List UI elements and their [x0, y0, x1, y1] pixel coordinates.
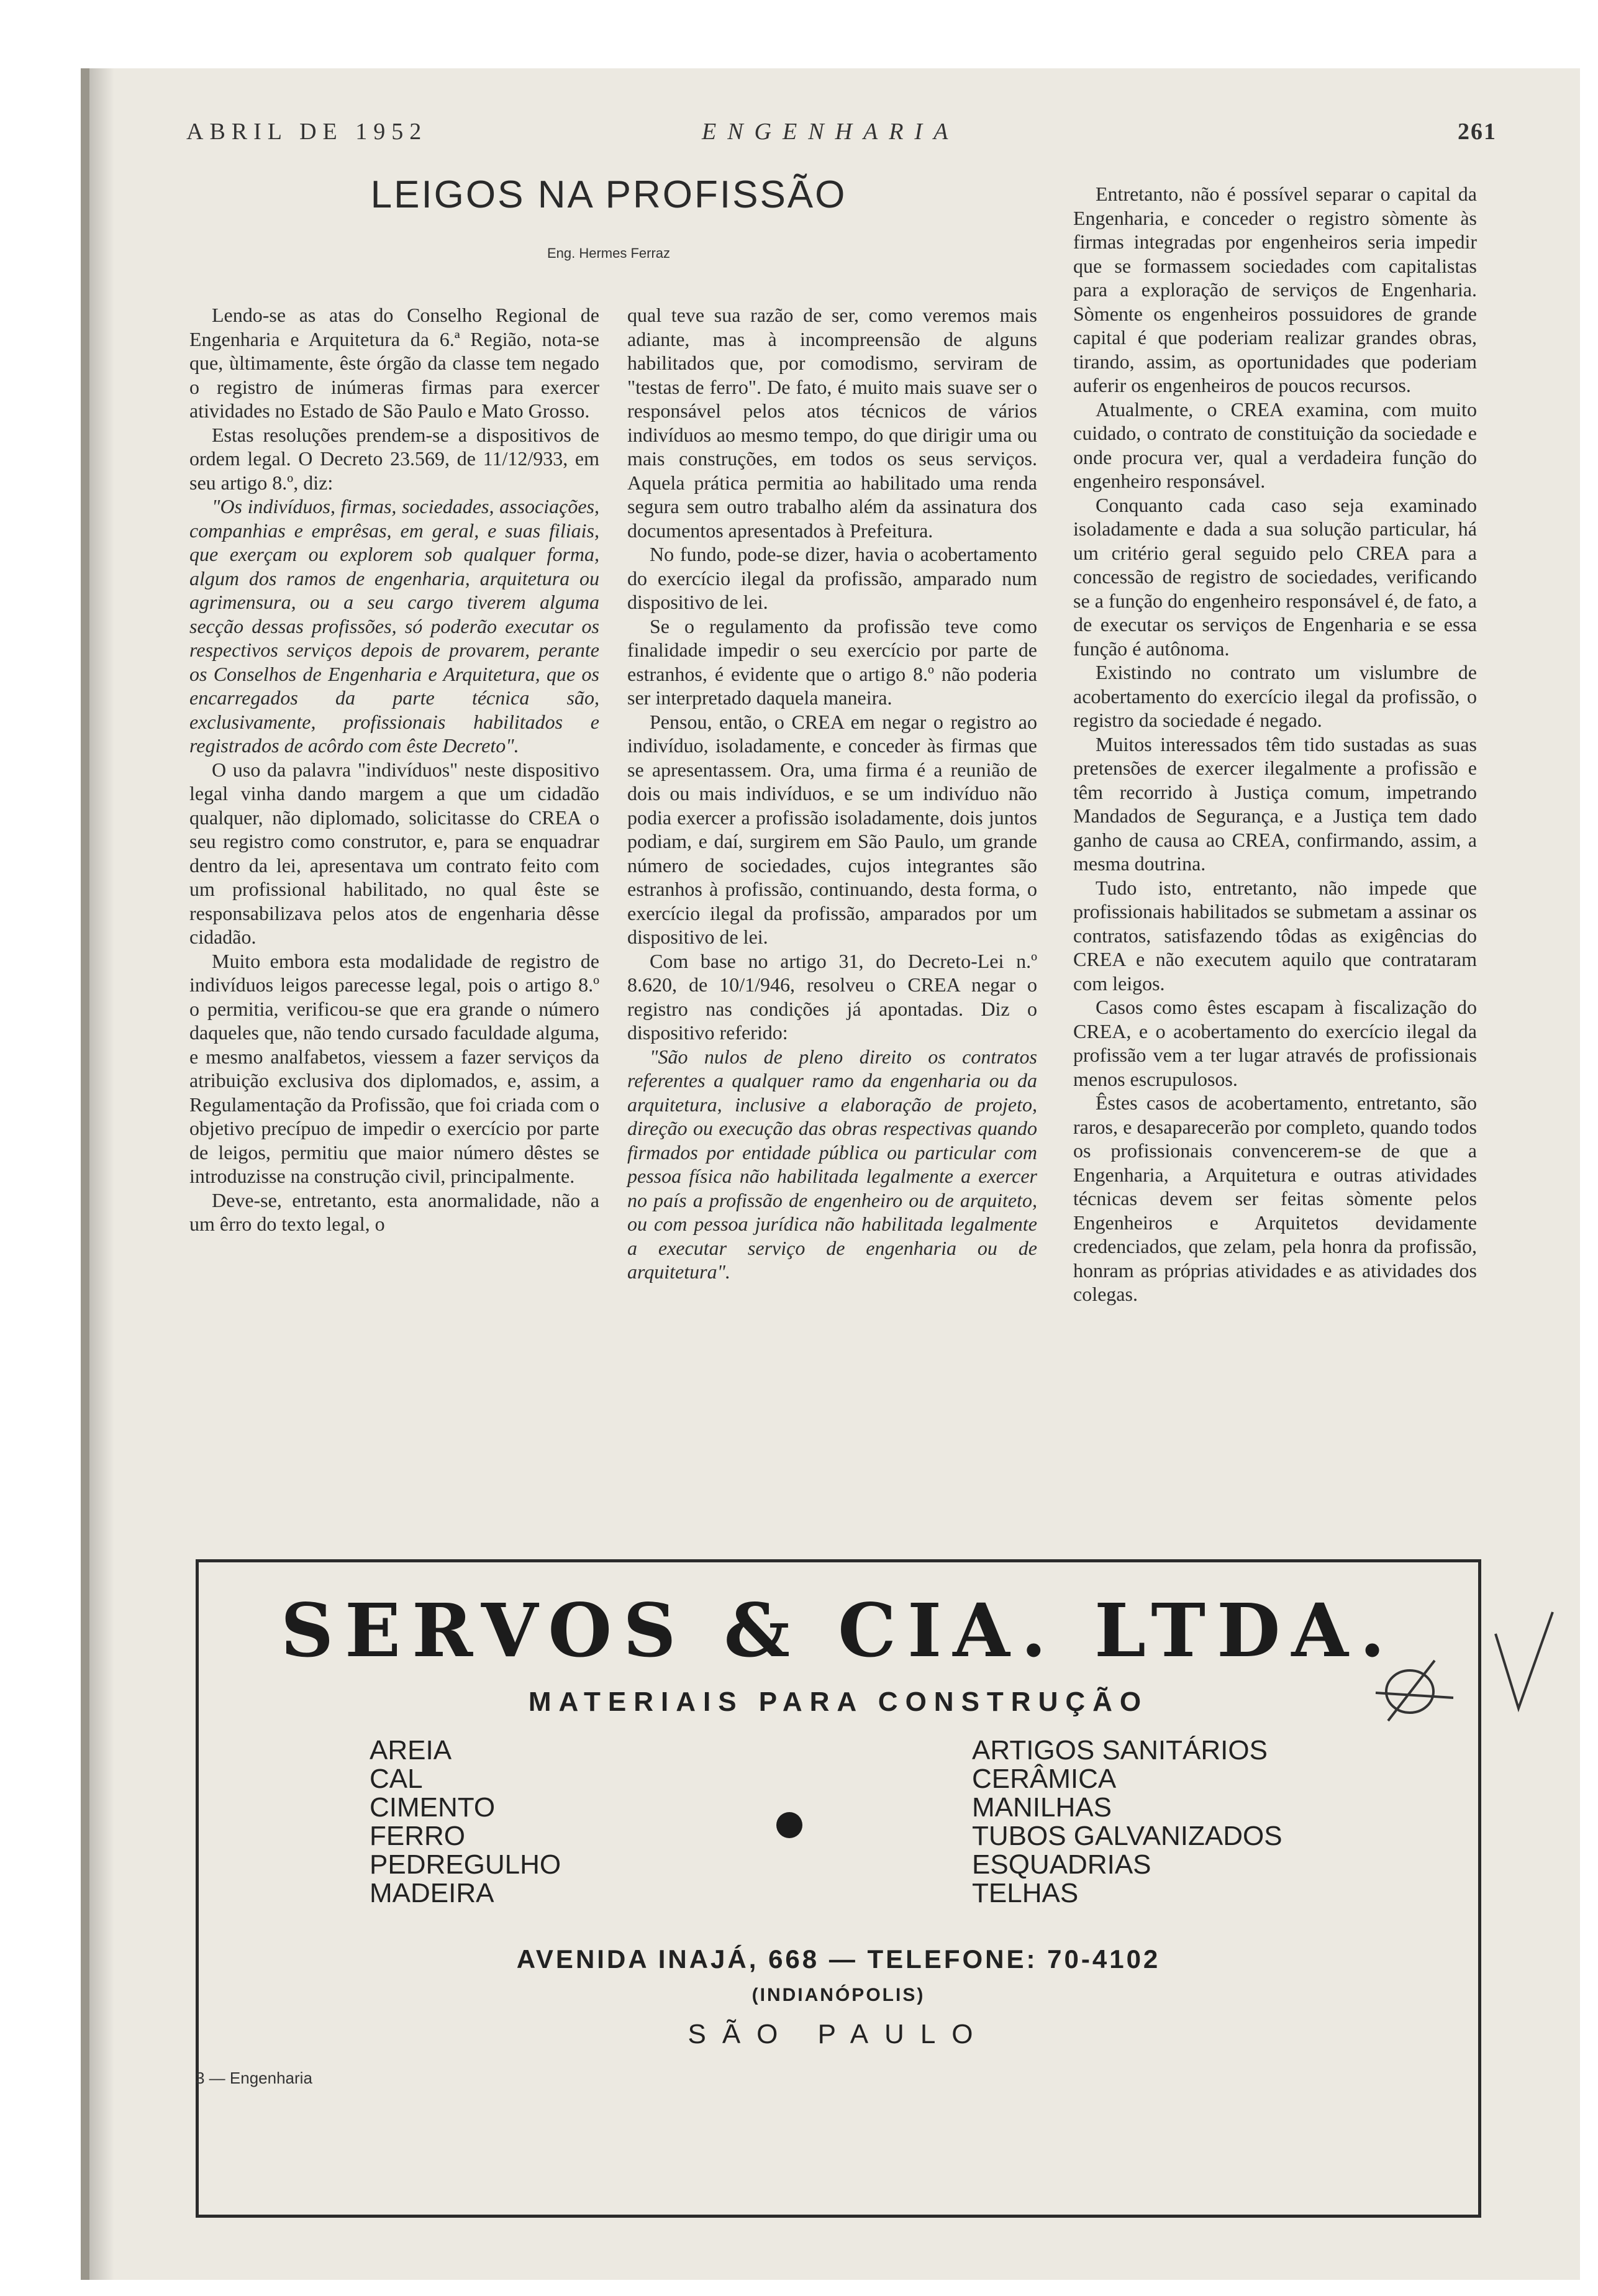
ad-product-item: CERÂMICA — [972, 1764, 1117, 1794]
article-paragraph: qual teve sua razão de ser, como veremos mais adiante, mas à incompreensão de alguns habilitados que, por comodismo, serviram de "testas de ferro". De fato, é muito mais suave ser o responsável pelos atos técnicos de vários indivíduos ao mesmo tempo, do que dirigir uma ou mais construções, em todos os seus serviços. Aquela prática permitia ao habilitado uma renda segura sem outro trabalho além da assinatura dos documentos apresentados à Prefeitura. — [627, 304, 1037, 542]
handwritten-check-mark — [1491, 1609, 1559, 1715]
ad-product-item: CIMENTO — [370, 1792, 496, 1823]
article-paragraph: Estas resoluções prendem-se a dispositivos de ordem legal. O Decreto 23.569, de 11/12/933, em seu artigo 8.º, diz: — [189, 423, 599, 494]
article-paragraph: Se o regulamento da profissão teve como finalidade impedir o seu exercício por parte de estranhos, é evidente que o artigo 8.º não poderia ser interpretado daquela maneira. — [627, 614, 1037, 709]
article-author: Eng. Hermes Ferraz — [547, 245, 671, 261]
article-paragraph: Atualmente, o CREA examina, com muito cuidado, o contrato de constituição da sociedade e onde procura ver, qual a verdadeira função do engenheiro responsável. — [1073, 398, 1477, 492]
article-paragraph: Existindo no contrato um vislumbre de acobertamento do exercício ilegal da profissão, o registro da sociedade é negado. — [1073, 661, 1477, 731]
article-paragraph: Lendo-se as atas do Conselho Regional de Engenharia e Arquitetura da 6.ª Região, nota-se que, ùltimamente, êste órgão da classe tem negado o registro de inúmeras firmas para exercer atividades no Estado de São Paulo e Mato Grosso. — [189, 304, 599, 422]
ad-product-item: ARTIGOS SANITÁRIOS — [972, 1735, 1268, 1765]
ad-product-item: TELHAS — [972, 1878, 1079, 1908]
ad-district: (INDIANÓPOLIS) — [751, 1985, 925, 2005]
running-header — [186, 118, 1497, 155]
article-paragraph: Tudo isto, entretanto, não impede que profissionais habilitados se submetam a assinar os contratos, satisfazendo tôdas as exigências do CREA e não executem aquilo que contrataram com leigos. — [1073, 876, 1477, 995]
ad-product-item: MANILHAS — [972, 1792, 1112, 1823]
ad-address: AVENIDA INAJÁ, 668 — TELEFONE: 70-4102 — [516, 1944, 1161, 1974]
ad-products-left — [370, 1736, 561, 1908]
ad-product-item: AREIA — [370, 1735, 452, 1765]
ad-bullet-dot — [776, 1812, 802, 1838]
article-paragraph: Muito embora esta modalidade de registro de indivíduos leigos parecesse legal, pois o artigo 8.º o permitia, verificou-se que era grande o número daqueles que, não tendo cursado faculdade alguma, e mesmo analfabetos, viessem a fazer serviços da atribuição exclusiva dos diplomados, e, assim, a Regulamentação da Profissão, que foi criada com o objetivo precípuo de impedir o exercício por parte de leigos, permitiu que maior número dêstes se introduzisse na construção civil, principalmente. — [189, 949, 599, 1187]
advertisement-box — [196, 1559, 1481, 2218]
article-paragraph: "Os indivíduos, firmas, sociedades, associações, companhias e emprêsas, em geral, e suas filiais, que exerçam ou explorem sob qualquer forma, algum dos ramos de engenharia, arquitetura ou agrimensura, ou a seu cargo tiverem alguma secção dessas profissões, só poderão executar os respectivos serviços depois de provarem, perante os Conselhos de Engenharia e Arquitetura, que os encarregados da parte técnica são, exclusivamente, profissionais habilitados e registrados de acôrdo com êste Decreto". — [189, 495, 599, 757]
ad-product-item: ESQUADRIAS — [972, 1849, 1151, 1880]
article-column-3 — [1073, 182, 1477, 1306]
article-paragraph: Entretanto, não é possível separar o capital da Engenharia, e conceder o registro sòmente às firmas integradas por engenheiros seria impedir que se formassem sociedades com capitalistas para a exploração de serviços de Engenharia. Sòmente os engenheiros possuidores de grande capital é que poderiam realizar grandes obras, tirando, assim, as oportunidades que poderiam auferir os engenheiros de poucos recursos. — [1073, 183, 1477, 396]
article-paragraph: Deve-se, entretanto, esta anormalidade, não a um êrro do texto legal, o — [189, 1188, 599, 1235]
article-paragraph: Com base no artigo 31, do Decreto-Lei n.º 8.620, de 10/1/946, resolveu o CREA negar o registro nas condições já apontadas. Diz o dispositivo referido: — [627, 949, 1037, 1044]
article-title: LEIGOS NA PROFISSÃO — [370, 173, 847, 216]
page-spine-shadow — [89, 68, 114, 2280]
ad-company-name: SERVOS & CIA. LTDA. — [280, 1587, 1397, 1674]
article-paragraph: Pensou, então, o CREA em negar o registro ao indivíduo, isoladamente, e conceder às firmas que se apresentassem. Ora, uma firma é a reunião de dois ou mais indivíduos, e se um indivíduo não podia exercer a profissão isoladamente, dois juntos podiam, e daí, surgirem em São Paulo, um grande número de sociedades, cujos integrantes são estranhos à profissão, continuando, desta forma, o exercício ilegal da profissão, amparados por um dispositivo de lei. — [627, 710, 1037, 948]
magazine-name: ENGENHARIA — [702, 119, 960, 145]
ad-product-item: PEDREGULHO — [370, 1849, 561, 1880]
ad-product-item: TUBOS GALVANIZADOS — [972, 1821, 1282, 1851]
handwritten-circle-slash-mark — [1366, 1656, 1460, 1724]
article-paragraph: Êstes casos de acobertamento, entretanto, são raros, e desaparecerão por completo, quando todos os profissionais convencerem-se de que a Engenharia, a Arquitetura e outras atividades técnicas devem ser feitas sòmente pelos Engenheiros e Arquitetos devidamente credenciados, que zelam, pela honra da profissão, honram as próprias atividades e as atividades dos colegas. — [1073, 1091, 1477, 1305]
issue-date: ABRIL DE 1952 — [186, 119, 428, 145]
page-footer: 3 — Engenharia — [196, 2069, 312, 2087]
article-paragraph: Muitos interessados têm tido sustadas as suas pretensões de exercer ilegalmente a profissão e têm recorrido à Justiça comum, impetrando Mandados de Segurança, e a Justiça tem dado ganho de causa ao CREA, confirmando, assim, a mesma doutrina. — [1073, 732, 1477, 875]
article-paragraph: Conquanto cada caso seja examinado isoladamente e dada a sua solução particular, há um critério geral seguido pelo CREA para a concessão de registro de sociedades, verificando se a função do engenheiro responsável é, de fato, a de executar os serviços de Engenharia e se essa função é autônoma. — [1073, 493, 1477, 660]
article-paragraph: O uso da palavra "indivíduos" neste dispositivo legal vinha dando margem a que um cidadão qualquer, não diplomado, solicitasse do CREA o seu registro como construtor, e, para se enquadrar dentro da lei, apresentava um contrato feito com um profissional habilitado, no qual êste se responsabilizava pelos atos de engenharia dêsse cidadão. — [189, 758, 599, 948]
article-column-2 — [627, 303, 1037, 1284]
ad-subtitle: MATERIAIS PARA CONSTRUÇÃO — [528, 1687, 1149, 1717]
ad-product-item: FERRO — [370, 1821, 465, 1851]
page-number: 261 — [1458, 119, 1497, 145]
article-paragraph: "São nulos de pleno direito os contratos referentes a qualquer ramo da engenharia ou da arquitetura, inclusive a elaboração de projeto, direção ou execução das obras respectivas quando firmados por entidade pública ou particular com pessoa física não habilitada legalmente a exercer no país a profissão de engenheiro ou de arquiteto, ou com pessoa jurídica não habilitada legalmente a executar serviço de engenharia ou de arquitetura". — [627, 1045, 1037, 1283]
article-column-1 — [189, 303, 599, 1236]
ad-city: SÃO PAULO — [688, 2019, 989, 2049]
article-paragraph: Casos como êstes escapam à fiscalização do CREA, e o acobertamento do exercício ilegal da profissão vem a ter lugar através de profissionais menos escrupulosos. — [1073, 996, 1477, 1090]
ad-product-item: MADEIRA — [370, 1878, 494, 1908]
ad-product-item: CAL — [370, 1764, 423, 1794]
ad-products-right — [972, 1736, 1282, 1908]
article-paragraph: No fundo, pode-se dizer, havia o acobertamento do exercício ilegal da profissão, amparado num dispositivo de lei. — [627, 543, 1037, 613]
